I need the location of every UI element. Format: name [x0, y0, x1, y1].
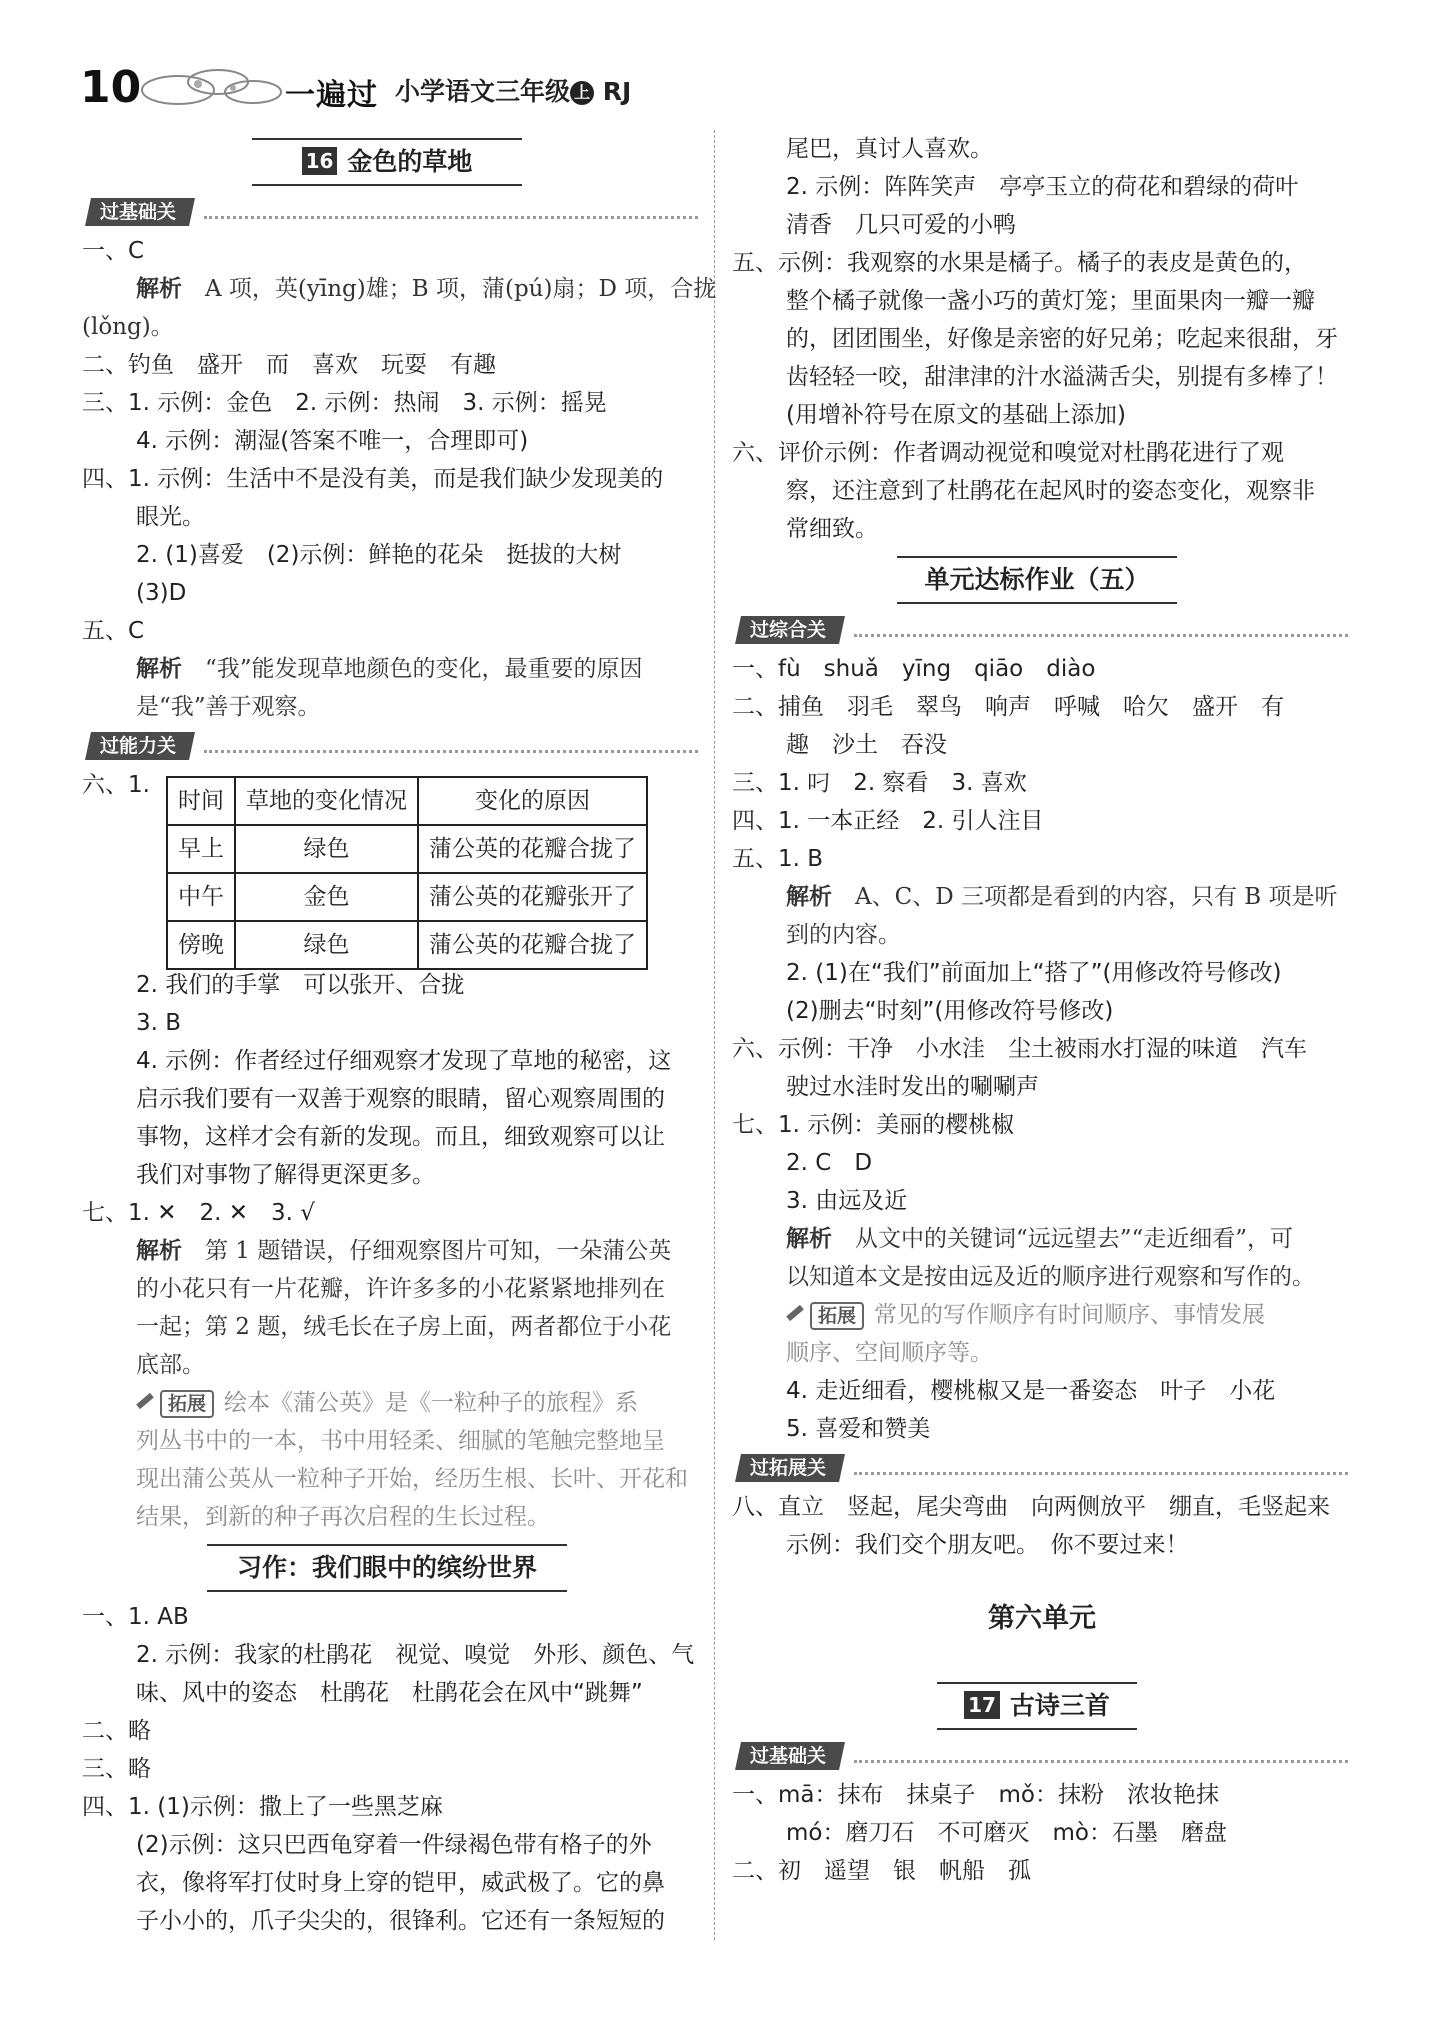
answer-line: 2. 示例：我家的杜鹃花 视觉、嗅觉 外形、颜色、气 — [136, 1642, 695, 1668]
answer-line: 一、mā：抹布 抹桌子 mǒ：抹粉 浓妆艳抹 — [732, 1782, 1219, 1808]
answer-line: 察，还注意到了杜鹃花在起风时的姿态变化，观察非 — [786, 478, 1315, 504]
table-cell: 绿色 — [235, 921, 418, 969]
table-cell: 绿色 — [235, 825, 418, 873]
answer-line: 二、略 — [82, 1718, 151, 1744]
answer-line: 我们对事物了解得更深更多。 — [136, 1162, 435, 1188]
answer-line: 清香 几只可爱的小鸭 — [786, 212, 1016, 238]
answer-line: (2)删去“时刻”(用修改符号修改) — [786, 998, 1114, 1024]
answer-line: 二、初 遥望 银 帆船 孤 — [732, 1858, 1031, 1884]
answer-line: 六、评价示例：作者调动视觉和嗅觉对杜鹃花进行了观 — [732, 440, 1284, 466]
answer-line: 五、示例：我观察的水果是橘子。橘子的表皮是黄色的， — [732, 250, 1307, 276]
answer-line: 三、1. 示例：金色 2. 示例：热闹 3. 示例：摇晃 — [82, 390, 607, 416]
page-number: 10 — [80, 62, 142, 113]
answer-line: (用增补符号在原文的基础上添加) — [786, 402, 1126, 428]
answer-line: 味、风中的姿态 杜鹃花 杜鹃花会在风中“跳舞” — [136, 1680, 643, 1706]
table-header-row — [167, 777, 647, 825]
answer-line: 常细致。 — [786, 516, 878, 542]
analysis-line: 到的内容。 — [786, 922, 901, 948]
answer-line: 四、1. 一本正经 2. 引人注目 — [732, 808, 1044, 834]
right-column — [732, 130, 1352, 1890]
analysis-line: 是“我”善于观察。 — [136, 694, 321, 720]
table-header: 草地的变化情况 — [235, 777, 418, 825]
extension-line: 顺序、空间顺序等。 — [786, 1340, 993, 1366]
left-column — [82, 130, 717, 1940]
analysis-line: (lǒng)。 — [82, 314, 174, 340]
essay-title: 习作：我们眼中的缤纷世界 — [82, 1536, 702, 1598]
answer-line: 子小小的，爪子尖尖的，很锋利。它还有一条短短的 — [136, 1908, 665, 1934]
table-row — [167, 873, 647, 921]
page-header — [80, 62, 700, 122]
lesson-title-text: 金色的草地 — [347, 147, 473, 176]
analysis-line: 解析 A、C、D 三项都是看到的内容，只有 B 项是听 — [786, 884, 1338, 910]
extension-badge: 拓展 — [160, 1390, 214, 1418]
extension-line: 拓展 常见的写作顺序有时间顺序、事情发展 — [732, 1296, 1352, 1334]
cloud-decoration-icon — [138, 62, 288, 112]
observation-table-block — [82, 766, 702, 966]
answer-line: 四、1. (1)示例：撒上了一些黑芝麻 — [82, 1794, 443, 1820]
answer-line: 三、略 — [82, 1756, 151, 1782]
answer-line: 七、1. ✕ 2. ✕ 3. √ — [82, 1200, 315, 1226]
unit-6-title: 第六单元 — [988, 1603, 1096, 1634]
table-cell: 金色 — [235, 873, 418, 921]
answer-line: 尾巴，真讨人喜欢。 — [786, 136, 993, 162]
section-tag-basic — [732, 1736, 1352, 1776]
lesson-17-title — [732, 1674, 1352, 1736]
answer-line: 驶过水洼时发出的唰唰声 — [786, 1074, 1039, 1100]
answer-line: 2. (1)在“我们”前面加上“搭了”(用修改符号修改) — [786, 960, 1282, 986]
answer-line: 3. 由远及近 — [786, 1188, 908, 1214]
analysis-line: 的小花只有一片花瓣，许许多多的小花紧紧地排列在 — [136, 1276, 665, 1302]
answer-line: 2. 我们的手掌 可以张开、合拢 — [136, 972, 465, 998]
extension-line: 现出蒲公英从一粒种子开始，经历生根、长叶、开花和 — [136, 1466, 688, 1492]
lesson-16-title — [82, 130, 702, 192]
tag-label: 过拓展关 — [750, 1457, 827, 1479]
answer-line: 四、1. 示例：生活中不是没有美，而是我们缺少发现美的 — [82, 466, 664, 492]
answer-line: 五、1. B — [732, 846, 824, 872]
answer-line: 二、捕鱼 羽毛 翠鸟 响声 呼喊 哈欠 盛开 有 — [732, 694, 1284, 720]
answer-line: 4. 示例：作者经过仔细观察才发现了草地的秘密，这 — [136, 1048, 672, 1074]
answer-line: 一、C — [82, 238, 145, 264]
table-cell: 早上 — [167, 825, 235, 873]
analysis-line: 解析 第 1 题错误，仔细观察图片可知，一朵蒲公英 — [136, 1238, 672, 1264]
answer-line: 趣 沙土 吞没 — [786, 732, 947, 758]
observation-table — [166, 776, 648, 970]
extension-line: 结果，到新的种子再次启程的生长过程。 — [136, 1504, 550, 1530]
edition-label: RJ — [602, 77, 632, 106]
answer-line: (2)示例：这只巴西龟穿着一件绿褐色带有格子的外 — [136, 1832, 652, 1858]
answer-line: mó：磨刀石 不可磨灭 mò：石墨 磨盘 — [786, 1820, 1227, 1846]
analysis-line: 解析 “我”能发现草地颜色的变化，最重要的原因 — [136, 656, 643, 682]
table-row — [167, 825, 647, 873]
answer-line: 八、直立 竖起，尾尖弯曲 向两侧放平 绷直，毛竖起来 — [732, 1494, 1330, 1520]
answer-line: 一、fù shuǎ yīng qiāo diào — [732, 656, 1096, 682]
answer-line: 2. (1)喜爱 (2)示例：鲜艳的花朵 挺拔的大树 — [136, 542, 622, 568]
answer-line: 五、C — [82, 618, 145, 644]
lesson-title-text: 古诗三首 — [1009, 1691, 1110, 1720]
tag-label: 过基础关 — [750, 1745, 827, 1767]
answer-line: 齿轻轻一咬，甜津津的汁水溢满舌尖，别提有多棒了！ — [786, 364, 1338, 390]
subject-label: 小学语文三年级 — [395, 77, 571, 106]
tag-label: 过基础关 — [100, 201, 177, 223]
answer-line: 一、1. AB — [82, 1604, 189, 1630]
extension-badge: 拓展 — [810, 1302, 864, 1330]
answer-line: 2. C D — [786, 1150, 873, 1176]
answer-line: 衣，像将军打仗时身上穿的铠甲，威武极了。它的鼻 — [136, 1870, 665, 1896]
lesson-number-badge: 16 — [302, 147, 338, 175]
answer-line: 示例：我们交个朋友吧。 你不要过来！ — [786, 1532, 1189, 1558]
answer-line: 5. 喜爱和赞美 — [786, 1416, 931, 1442]
answer-line: (3)D — [136, 580, 187, 606]
answer-line: 4. 示例：潮湿(答案不唯一，合理即可) — [136, 428, 529, 454]
table-row — [167, 921, 647, 969]
answer-line: 2. 示例：阵阵笑声 亭亭玉立的荷花和碧绿的荷叶 — [786, 174, 1299, 200]
table-header: 变化的原因 — [418, 777, 647, 825]
extension-line: 拓展 绘本《蒲公英》是《一粒种子的旅程》系 — [82, 1384, 702, 1422]
answer-line: 事物，这样才会有新的发现。而且，细致观察可以让 — [136, 1124, 665, 1150]
section-tag-extend — [732, 1448, 1352, 1488]
table-cell: 蒲公英的花瓣合拢了 — [418, 825, 647, 873]
brand-logo: 一遍过 — [285, 78, 378, 113]
answer-line: 3. B — [136, 1010, 182, 1036]
extension-line: 列丛书中的一本，书中用轻柔、细腻的笔触完整地呈 — [136, 1428, 665, 1454]
section-tag-basic — [82, 192, 702, 232]
table-cell: 中午 — [167, 873, 235, 921]
answer-line: 启示我们要有一双善于观察的眼睛，留心观察周围的 — [136, 1086, 665, 1112]
answer-line: 整个橘子就像一盏小巧的黄灯笼；里面果肉一瓣一瓣 — [786, 288, 1315, 314]
answer-line: 二、钓鱼 盛开 而 喜欢 玩耍 有趣 — [82, 352, 496, 378]
answer-line: 七、1. 示例：美丽的樱桃椒 — [732, 1112, 1015, 1138]
section-tag-ability — [82, 726, 702, 766]
tag-label: 过综合关 — [750, 619, 827, 641]
column-divider — [714, 130, 715, 1940]
table-header: 时间 — [167, 777, 235, 825]
tag-label: 过能力关 — [100, 735, 177, 757]
analysis-line: 解析 A 项，英(yīng)雄；B 项，蒲(pú)扇；D 项，合拢 — [136, 276, 717, 302]
analysis-line: 以知道本文是按由远及近的顺序进行观察和写作的。 — [786, 1264, 1315, 1290]
analysis-line: 一起；第 2 题，绒毛长在子房上面，两者都位于小花 — [136, 1314, 672, 1340]
lesson-number-badge: 17 — [964, 1691, 1000, 1719]
answer-line: 眼光。 — [136, 504, 205, 530]
table-cell: 蒲公英的花瓣合拢了 — [418, 921, 647, 969]
answer-line: 的，团团围坐，好像是亲密的好兄弟；吃起来很甜，牙 — [786, 326, 1338, 352]
answer-line: 三、1. 叼 2. 察看 3. 喜欢 — [732, 770, 1027, 796]
answer-line: 4. 走近细看，樱桃椒又是一番姿态 叶子 小花 — [786, 1378, 1276, 1404]
section-tag-comprehensive — [732, 610, 1352, 650]
book-subtitle — [395, 72, 631, 108]
pen-icon — [136, 1393, 154, 1409]
table-cell: 傍晚 — [167, 921, 235, 969]
analysis-line: 解析 从文中的关键词“远远望去”“走近细看”，可 — [786, 1226, 1294, 1252]
unit-5-assessment-title: 单元达标作业（五） — [732, 548, 1352, 610]
answer-line: 六、示例：干净 小水洼 尘土被雨水打湿的味道 汽车 — [732, 1036, 1307, 1062]
pen-icon — [786, 1305, 804, 1321]
volume-badge: 上 — [570, 81, 594, 105]
answer-label: 六、1. — [82, 772, 150, 798]
analysis-line: 底部。 — [136, 1352, 205, 1378]
table-cell: 蒲公英的花瓣张开了 — [418, 873, 647, 921]
